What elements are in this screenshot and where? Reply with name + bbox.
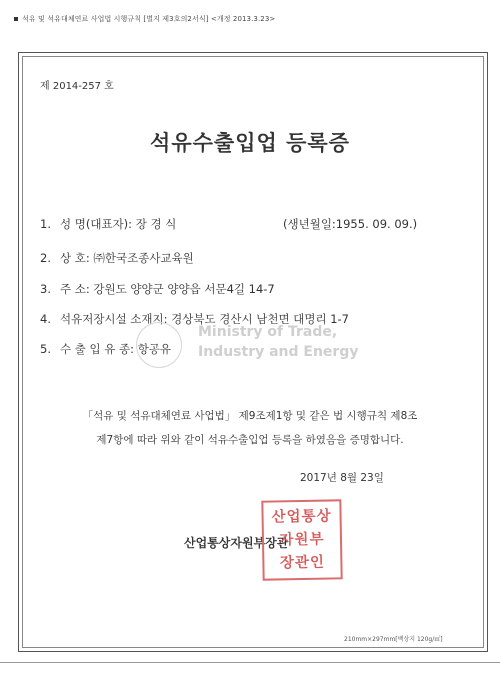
field-text: 성 명(대표자): 장 경 식 bbox=[60, 217, 177, 231]
official-seal bbox=[261, 499, 342, 580]
field-text: 상 호: ㈜한국조종사교육원 bbox=[60, 251, 194, 265]
field-text: 수 출 입 유 종: 항공유 bbox=[60, 342, 172, 356]
watermark-line-2: Industry and Energy bbox=[198, 344, 359, 360]
document-title: 석유수출입업 등록증 bbox=[150, 131, 350, 155]
issue-date: 2017년 8월 23일 bbox=[300, 472, 384, 484]
field-number: 2. bbox=[40, 251, 51, 265]
field-representative bbox=[40, 216, 176, 232]
field-number: 1. bbox=[40, 217, 51, 231]
field-storage-location bbox=[40, 311, 349, 327]
statement-line-1: 「석유 및 석유대체연료 사업법」 제9조제1항 및 같은 법 시행규칙 제8조 bbox=[82, 410, 418, 422]
seal-row: 산업통상 bbox=[271, 507, 332, 526]
minister-title: 산업통상자원부장관 bbox=[184, 536, 289, 550]
square-bullet-icon bbox=[14, 17, 18, 21]
regulation-header bbox=[14, 14, 275, 24]
regulation-text: 석유 및 석유대체연료 사업법 시행규칙 [별지 제3호의2서식] <개정 2013.3.23> bbox=[22, 15, 276, 23]
seal-row: 장관인 bbox=[279, 554, 326, 571]
document-number: 제 2014-257 호 bbox=[40, 81, 114, 92]
field-company-name bbox=[40, 250, 194, 266]
fax-divider bbox=[0, 662, 500, 663]
birth-date: (생년월일:1955. 09. 09.) bbox=[283, 217, 418, 231]
field-number: 5. bbox=[40, 342, 51, 356]
field-number: 4. bbox=[40, 312, 51, 326]
seal-row: 자원부 bbox=[279, 531, 325, 548]
field-number: 3. bbox=[40, 282, 51, 296]
certification-statement bbox=[0, 404, 500, 452]
paper-size-note: 210mm×297mm[백상지 120g/㎡] bbox=[344, 636, 443, 643]
watermark-line-1: Ministry of Trade, bbox=[198, 324, 338, 340]
field-text: 석유저장시설 소재지: 경상북도 경산시 남천면 대명리 1-7 bbox=[60, 312, 349, 326]
field-oil-type bbox=[40, 341, 171, 357]
field-text: 주 소: 강원도 양양군 양양읍 서문4길 14-7 bbox=[60, 282, 275, 296]
field-address bbox=[40, 281, 275, 297]
statement-line-2: 제7항에 따라 위와 같이 석유수출입업 등록을 하였음을 증명합니다. bbox=[96, 434, 404, 446]
